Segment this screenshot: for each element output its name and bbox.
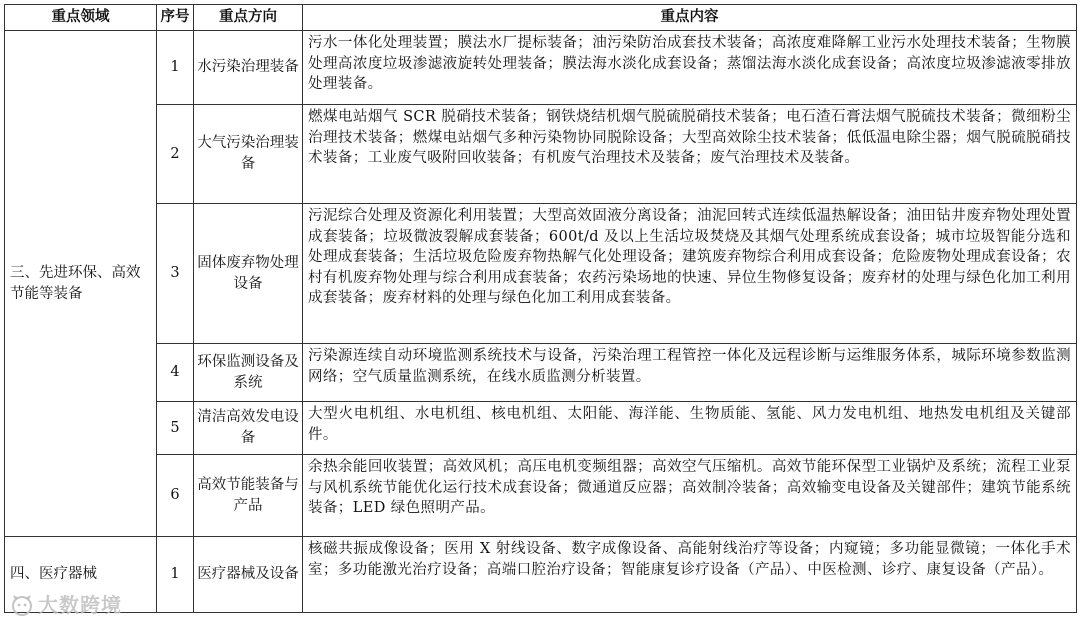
direction-cell: 大气污染治理装备: [194, 105, 303, 204]
table-row: [5, 537, 1077, 613]
direction-cell: 高效节能装备与产品: [194, 455, 303, 537]
content-cell: 污染源连续自动环境监测系统技术与设备，污染治理工程管控一体化及远程诊断与运维服务体系，城际环境参数监测网络；空气质量监测系统，在线水质监测分析装置。: [303, 344, 1077, 402]
header-num: 序号: [157, 5, 194, 31]
row-number: 3: [157, 204, 194, 344]
priority-table: [4, 4, 1077, 613]
row-number: 6: [157, 455, 194, 537]
watermark: [10, 589, 122, 618]
table-row: [5, 402, 1077, 455]
table-row: [5, 204, 1077, 344]
content-cell: 燃煤电站烟气 SCR 脱硝技术装备；钢铁烧结机烟气脱硫脱硝技术装备；电石渣石膏法烟气脱硫技术装备；微细粉尘治理技术装备；燃煤电站烟气多种污染物协同脱除设备；大型高效除尘技术装备；低低温电除尘器；烟气脱硫脱硝技术装备；工业废气吸附回收装备；有机废气治理技术及装备；废气治理技术及装备。: [303, 105, 1077, 204]
row-number: 1: [157, 31, 194, 105]
content-cell: 污水一体化处理装置；膜法水厂提标装备；油污染防治成套技术装备；高浓度难降解工业污水处理技术装备；生物膜处理高浓度垃圾渗滤液旋转处理装备；膜法海水淡化成套设备；蒸馏法海水淡化成套设备；高浓度垃圾渗滤液零排放处理装备。: [303, 31, 1077, 105]
row-number: 4: [157, 344, 194, 402]
domain-cell: 四、医疗器械: [5, 537, 157, 613]
content-cell: 核磁共振成像设备；医用 X 射线设备、数字成像设备、高能射线治疗等设备；内窥镜；多功能显微镜；一体化手术室；多功能激光治疗设备；高端口腔治疗设备；智能康复诊疗设备（产品）、中医检测、诊疗、康复设备（产品）。: [303, 537, 1077, 613]
direction-cell: 清洁高效发电设备: [194, 402, 303, 455]
header-row: [5, 5, 1077, 31]
row-number: 5: [157, 402, 194, 455]
table-row: [5, 31, 1077, 105]
table-row: [5, 344, 1077, 402]
content-cell: 余热余能回收装置；高效风机；高压电机变频组器；高效空气压缩机。高效节能环保型工业锅炉及系统；流程工业泵与风机系统节能优化运行技术成套设备；微通道反应器；高效制冷装备；高效输变电设备及关键部件；建筑节能系统装备；LED 绿色照明产品。: [303, 455, 1077, 537]
row-number: 1: [157, 537, 194, 613]
table-row: [5, 455, 1077, 537]
header-direction: 重点方向: [194, 5, 303, 31]
row-number: 2: [157, 105, 194, 204]
direction-cell: 医疗器械及设备: [194, 537, 303, 613]
header-content: 重点内容: [303, 5, 1077, 31]
direction-cell: 固体废弃物处理设备: [194, 204, 303, 344]
content-cell: 污泥综合处理及资源化利用装置；大型高效固液分离设备；油泥回转式连续低温热解设备；油田钻井废弃物处理处置成套装备；垃圾微波裂解成套装备；600t/d 及以上生活垃圾焚烧及其烟气处理系统成套设备；城市垃圾智能分选和处理成套装备；生活垃圾危险废弃物热解气化处理设备；建筑废弃物综合利用成套设备；危险废物处理成套设备；农村有机废弃物处理与综合利用成套装备；农药污染场地的快速、异位生物修复设备；废弃材的处理与绿色化加工利用成套装备；废弃材料的处理与绿色化加工利用成套装备。: [303, 204, 1077, 344]
direction-cell: 水污染治理装备: [194, 31, 303, 105]
domain-cell: 三、先进环保、高效节能等装备: [5, 31, 157, 537]
watermark-text: 大数跨境: [38, 593, 122, 617]
table-row: [5, 105, 1077, 204]
direction-cell: 环保监测设备及系统: [194, 344, 303, 402]
fox-logo-icon: [10, 594, 34, 616]
header-domain: 重点领域: [5, 5, 157, 31]
content-cell: 大型火电机组、水电机组、核电机组、太阳能、海洋能、生物质能、氢能、风力发电机组、地热发电机组及关键部件。: [303, 402, 1077, 455]
